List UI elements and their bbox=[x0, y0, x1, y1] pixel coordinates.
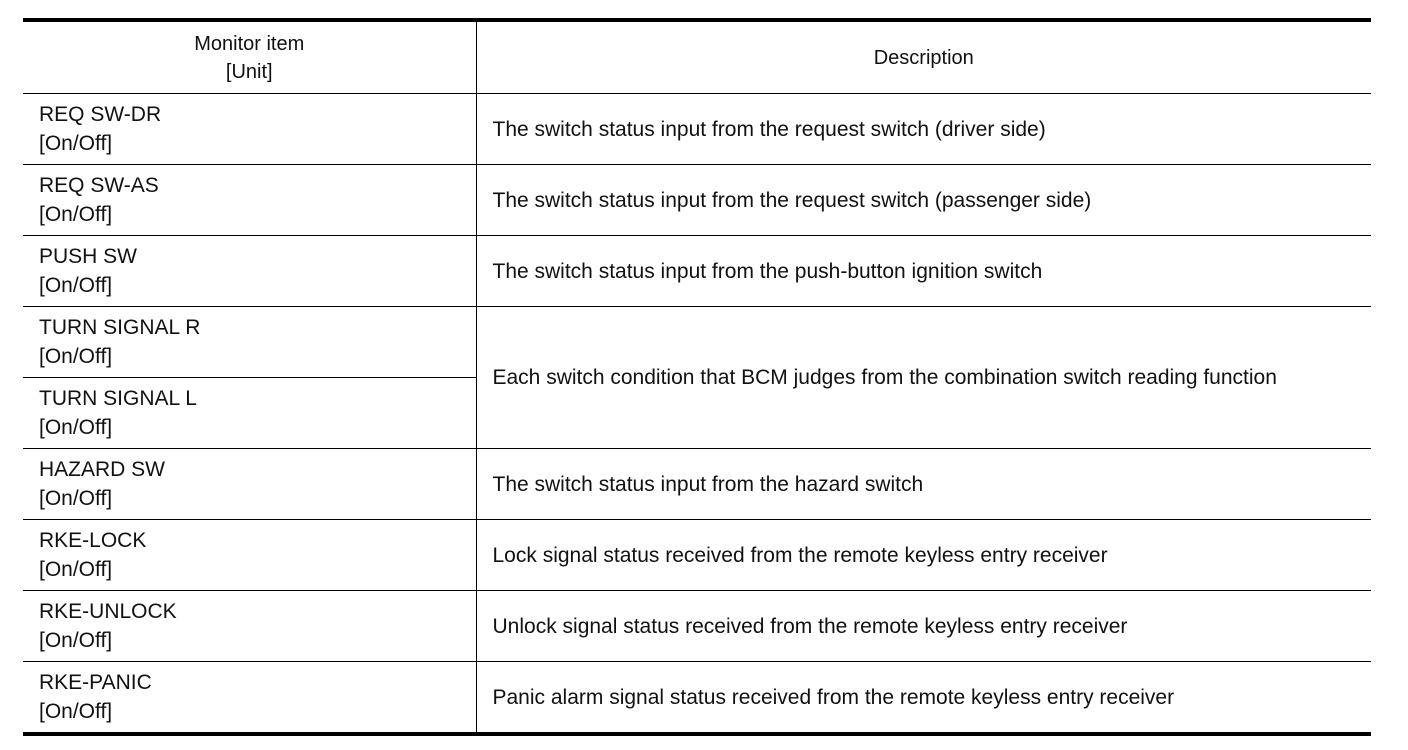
monitor-item-cell bbox=[23, 94, 476, 165]
monitor-item-table bbox=[23, 18, 1371, 736]
monitor-item-cell bbox=[23, 449, 476, 520]
table-row bbox=[23, 94, 1371, 165]
monitor-item-unit: [On/Off] bbox=[39, 629, 113, 652]
monitor-item-name: REQ SW-DR bbox=[39, 103, 162, 126]
table-row bbox=[23, 662, 1371, 735]
monitor-item-cell bbox=[23, 307, 476, 378]
monitor-item-unit: [On/Off] bbox=[39, 487, 113, 510]
monitor-item-name: RKE-LOCK bbox=[39, 529, 147, 552]
monitor-item-cell bbox=[23, 236, 476, 307]
header-unit-label: [Unit] bbox=[225, 60, 273, 83]
table-row bbox=[23, 520, 1371, 591]
monitor-item-unit: [On/Off] bbox=[39, 416, 113, 439]
header-monitor-item-label: Monitor item bbox=[194, 32, 305, 55]
table-body bbox=[23, 94, 1371, 735]
monitor-item-name: HAZARD SW bbox=[39, 458, 165, 481]
monitor-item-unit: [On/Off] bbox=[39, 700, 113, 723]
description-cell: Panic alarm signal status received from the remote keyless entry receiver bbox=[476, 662, 1371, 735]
monitor-item-name: PUSH SW bbox=[39, 245, 138, 268]
table-header bbox=[23, 20, 1371, 94]
description-cell: Unlock signal status received from the remote keyless entry receiver bbox=[476, 591, 1371, 662]
table-row bbox=[23, 307, 1371, 378]
description-cell: The switch status input from the push-button ignition switch bbox=[476, 236, 1371, 307]
monitor-item-unit: [On/Off] bbox=[39, 132, 113, 155]
description-cell: The switch status input from the hazard switch bbox=[476, 449, 1371, 520]
header-monitor-item bbox=[23, 20, 476, 94]
header-description: Description bbox=[476, 20, 1371, 94]
monitor-item-cell bbox=[23, 662, 476, 735]
monitor-item-cell bbox=[23, 378, 476, 449]
table-row bbox=[23, 236, 1371, 307]
monitor-item-unit: [On/Off] bbox=[39, 203, 113, 226]
monitor-item-name: TURN SIGNAL R bbox=[39, 316, 201, 339]
table-row bbox=[23, 591, 1371, 662]
description-cell: Lock signal status received from the remote keyless entry receiver bbox=[476, 520, 1371, 591]
monitor-item-name: RKE-UNLOCK bbox=[39, 600, 177, 623]
table-row bbox=[23, 449, 1371, 520]
monitor-item-unit: [On/Off] bbox=[39, 345, 113, 368]
header-row bbox=[23, 20, 1371, 94]
monitor-item-cell bbox=[23, 520, 476, 591]
monitor-item-name: TURN SIGNAL L bbox=[39, 387, 197, 410]
monitor-item-name: RKE-PANIC bbox=[39, 671, 152, 694]
description-cell: The switch status input from the request switch (passenger side) bbox=[476, 165, 1371, 236]
monitor-item-name: REQ SW-AS bbox=[39, 174, 159, 197]
table-row bbox=[23, 165, 1371, 236]
monitor-item-unit: [On/Off] bbox=[39, 558, 113, 581]
monitor-item-cell bbox=[23, 165, 476, 236]
description-cell-merged: Each switch condition that BCM judges from the combination switch reading function bbox=[476, 307, 1371, 449]
monitor-item-unit: [On/Off] bbox=[39, 274, 113, 297]
description-cell: The switch status input from the request switch (driver side) bbox=[476, 94, 1371, 165]
monitor-item-cell bbox=[23, 591, 476, 662]
